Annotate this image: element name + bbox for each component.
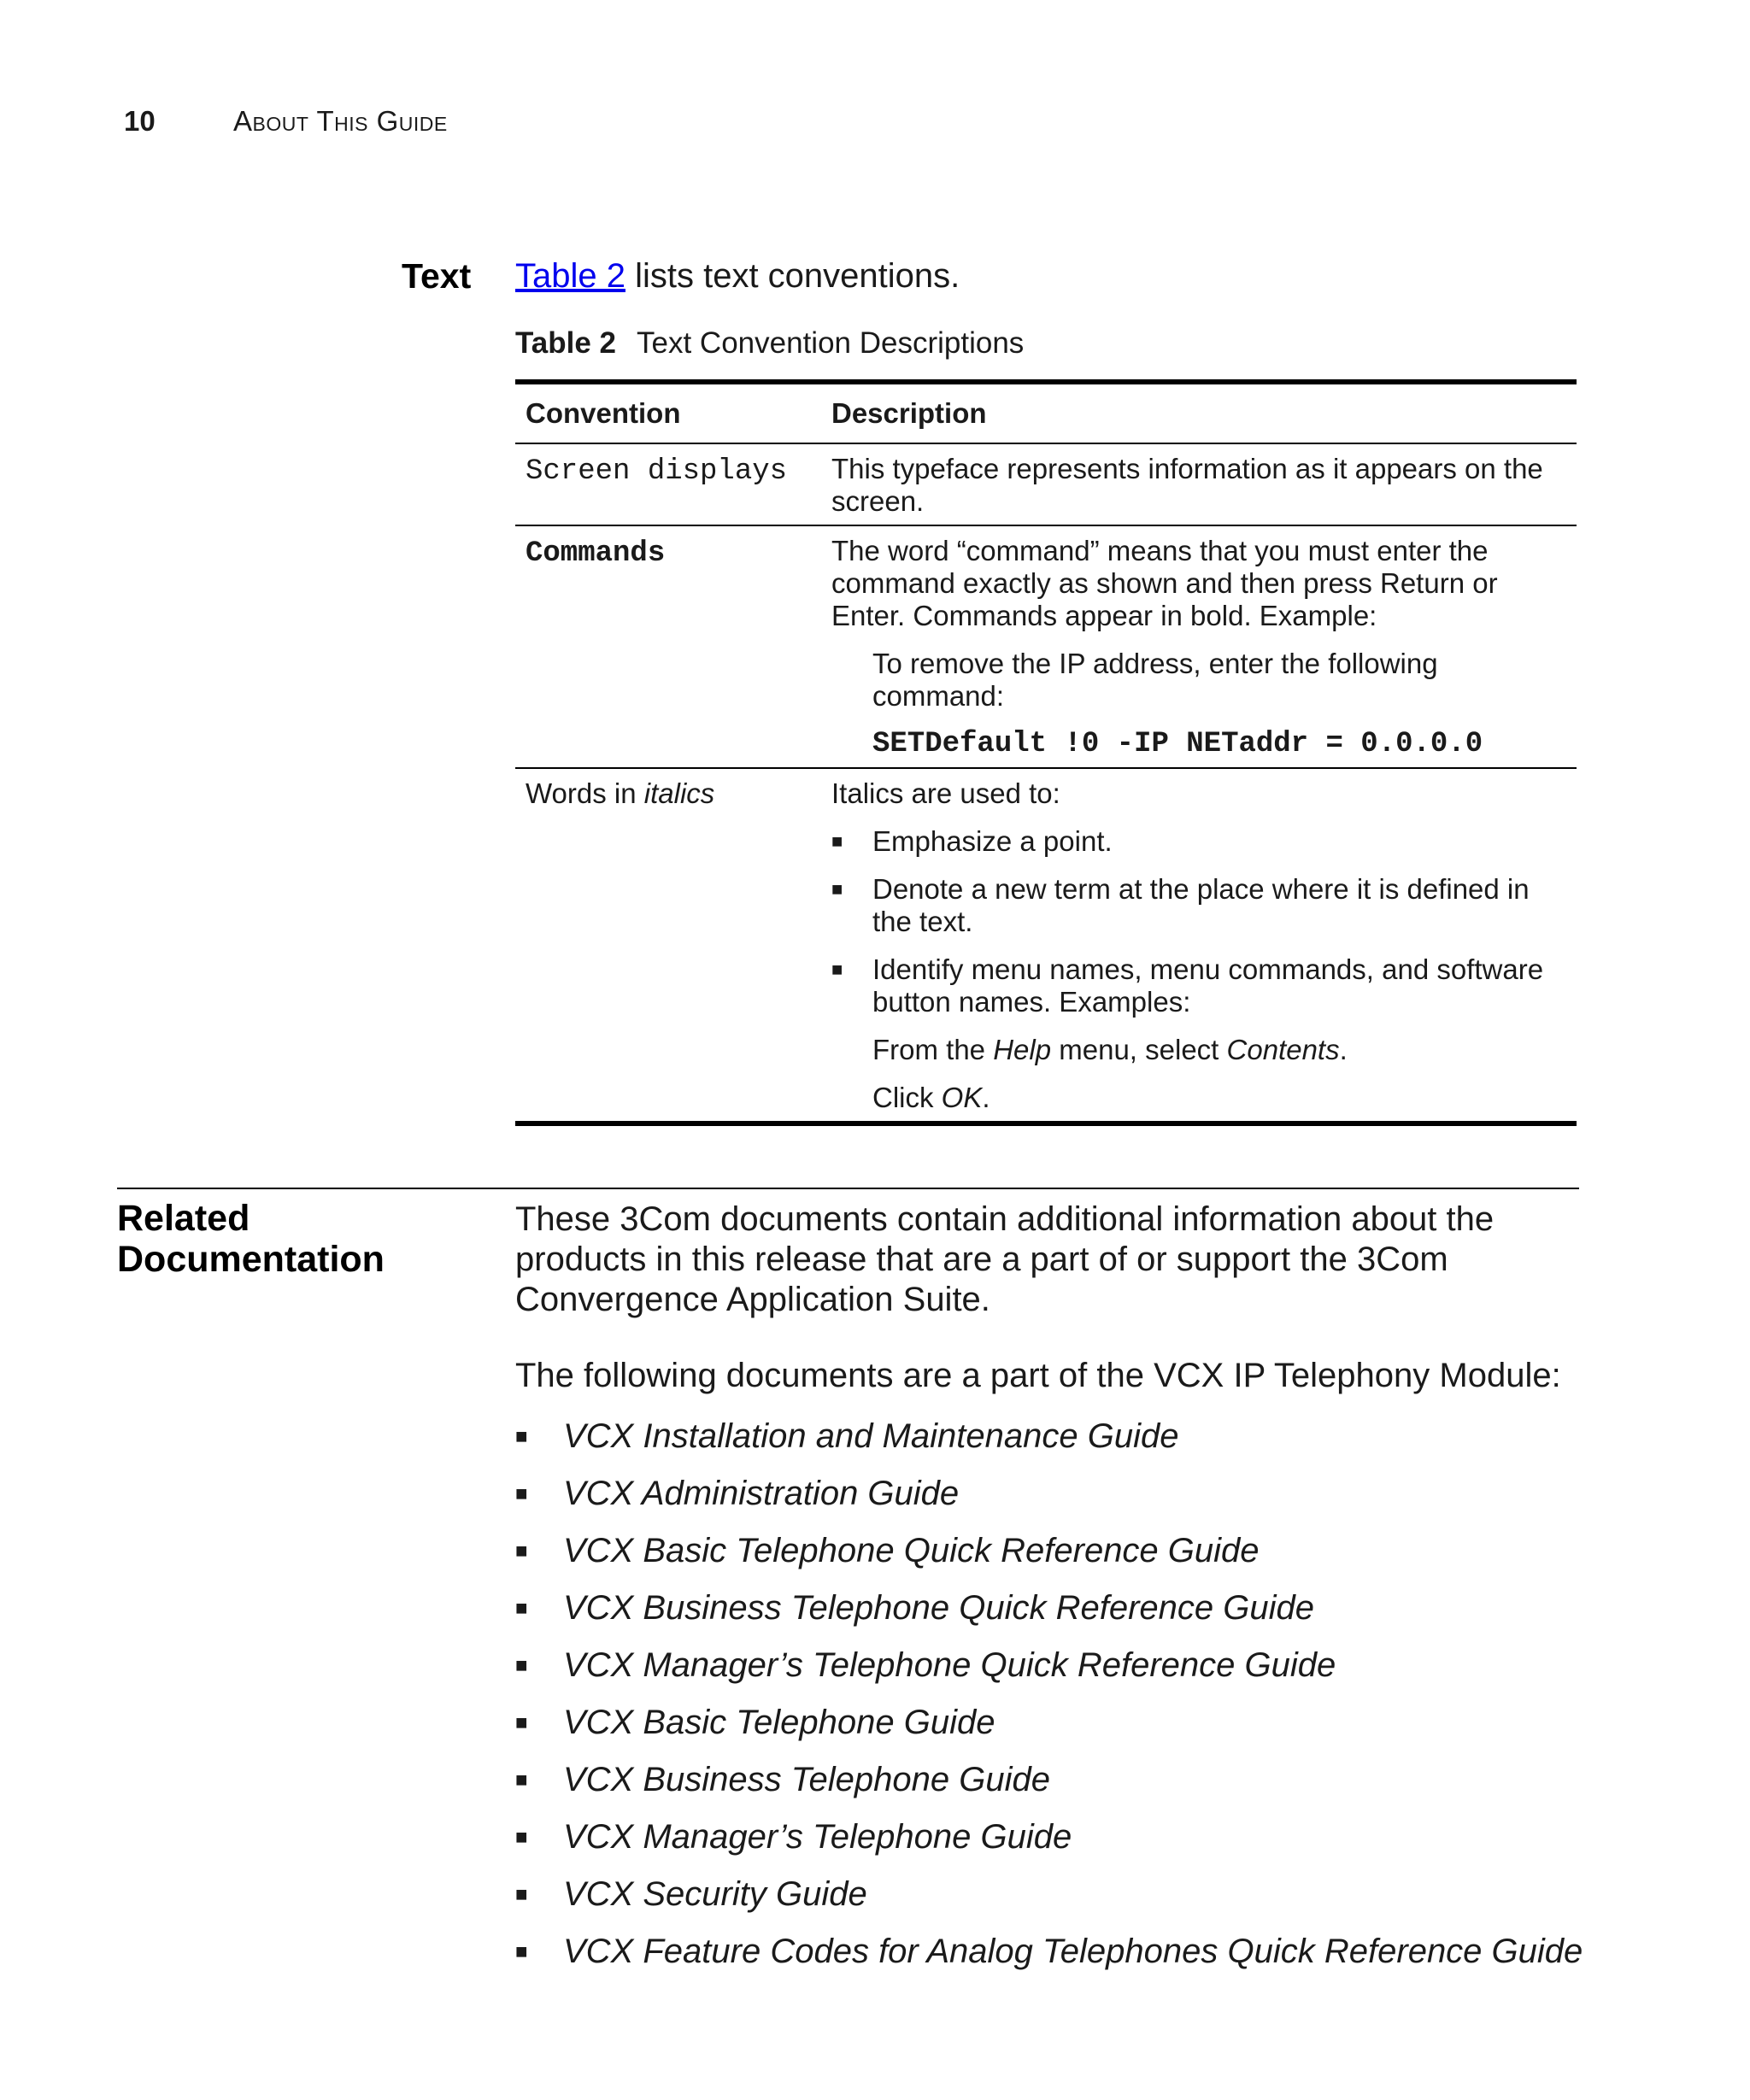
document-title: VCX Manager’s Telephone Guide <box>563 1818 1072 1856</box>
document-title: VCX Business Telephone Quick Reference Guide <box>563 1589 1315 1627</box>
bullet-icon: ■ <box>831 959 843 980</box>
convention-cell <box>515 769 831 1121</box>
list-item <box>515 1465 1583 1522</box>
convention-italics: italics <box>643 777 715 809</box>
example-text: Click <box>872 1082 942 1113</box>
section-divider <box>117 1188 1579 1189</box>
table-header-row <box>515 384 1577 443</box>
bullet-icon: ■ <box>831 878 843 900</box>
document-title: VCX Basic Telephone Guide <box>563 1704 995 1741</box>
bullet-icon: ■ <box>515 1768 528 1792</box>
table-caption-label: Table 2 <box>515 326 617 360</box>
bullet-icon: ■ <box>831 830 843 852</box>
convention-commands: Commands <box>526 537 666 570</box>
description-cell <box>831 769 1577 1121</box>
table-caption <box>515 325 1024 362</box>
bullet-text: Emphasize a point. <box>872 825 1113 857</box>
intro-text: lists text conventions. <box>625 257 960 295</box>
bullet-icon: ■ <box>515 1939 528 1963</box>
list-item <box>515 1866 1583 1923</box>
table-row <box>515 525 1577 767</box>
example-text: To remove the IP address, enter the following command: <box>872 648 1438 712</box>
list-item <box>515 1580 1583 1637</box>
example-command: SETDefault !0 -IP NETaddr = 0.0.0.0 <box>872 728 1483 760</box>
bullet-icon: ■ <box>515 1481 528 1505</box>
text-convention-table <box>515 379 1577 1126</box>
list-item <box>831 825 1570 858</box>
bullet-icon: ■ <box>515 1424 528 1448</box>
related-intro-paragraph: These 3Com documents contain additional information about the products in this release that are a part of or support the 3Com Convergence Application Suite. <box>515 1200 1495 1318</box>
list-item <box>515 1923 1583 1980</box>
bullet-text: Denote a new term at the place where it is defined in the text. <box>872 873 1530 937</box>
list-item <box>515 1637 1583 1694</box>
document-title: VCX Security Guide <box>563 1875 867 1913</box>
document-title: VCX Manager’s Telephone Quick Reference Guide <box>563 1646 1336 1684</box>
page-number: 10 <box>124 105 156 137</box>
bullet-icon: ■ <box>515 1539 528 1563</box>
list-item <box>515 1751 1583 1809</box>
list-item <box>831 953 1570 1018</box>
related-documentation-heading <box>117 1198 385 1280</box>
example-button-name: OK <box>941 1082 983 1113</box>
example-text: From the <box>872 1034 994 1065</box>
list-item <box>515 1522 1583 1580</box>
description-text: The word “command” means that you must enter the command exactly as shown and then press Return or Enter. Commands appear in bold. Example: <box>831 535 1498 631</box>
document-title: VCX Installation and Maintenance Guide <box>563 1417 1179 1455</box>
bullet-icon: ■ <box>515 1882 528 1906</box>
list-item <box>831 873 1570 938</box>
heading-line: Related <box>117 1198 250 1239</box>
column-header-convention: Convention <box>526 397 681 429</box>
document-title: VCX Business Telephone Guide <box>563 1761 1050 1798</box>
document-title: VCX Administration Guide <box>563 1475 960 1512</box>
table-row <box>515 443 1577 525</box>
description-cell <box>831 444 1577 525</box>
italics-example-2 <box>831 1082 1570 1114</box>
list-item <box>515 1694 1583 1751</box>
bullet-icon: ■ <box>515 1710 528 1734</box>
convention-cell <box>515 526 831 767</box>
description-text: This typeface represents information as it appears on the screen. <box>831 453 1543 517</box>
list-item <box>515 1809 1583 1866</box>
document-title: VCX Feature Codes for Analog Telephones Quick Reference Guide <box>563 1933 1583 1970</box>
example-menu-command: Contents <box>1226 1034 1340 1065</box>
bullet-icon: ■ <box>515 1596 528 1620</box>
table-row <box>515 767 1577 1121</box>
convention-screen-displays: Screen displays <box>526 455 788 488</box>
example-text: . <box>1339 1034 1348 1065</box>
bullet-icon: ■ <box>515 1653 528 1677</box>
related-documentation-body <box>515 1200 1583 1980</box>
convention-words-prefix: Words in <box>526 777 644 809</box>
italics-example-1 <box>831 1034 1570 1066</box>
example-text: menu, select <box>1051 1034 1227 1065</box>
convention-cell <box>515 444 831 525</box>
column-header-description: Description <box>831 397 987 429</box>
running-header <box>124 104 448 138</box>
header-title: About This Guide <box>233 105 448 137</box>
table-2-link[interactable]: Table 2 <box>515 257 625 295</box>
text-intro <box>515 255 960 297</box>
description-text: Italics are used to: <box>831 777 1060 809</box>
description-cell <box>831 526 1577 767</box>
text-section-heading: Text <box>402 256 472 296</box>
bullet-icon: ■ <box>515 1825 528 1849</box>
document-list <box>515 1408 1583 1980</box>
example-text: . <box>982 1082 990 1113</box>
related-list-intro: The following documents are a part of the VCX IP Telephony Module: <box>515 1357 1561 1394</box>
example-menu-name: Help <box>993 1034 1052 1065</box>
heading-line: Documentation <box>117 1239 385 1280</box>
document-title: VCX Basic Telephone Quick Reference Guide <box>563 1532 1260 1569</box>
bullet-text: Identify menu names, menu commands, and software button names. Examples: <box>872 953 1544 1018</box>
list-item <box>515 1408 1583 1465</box>
table-caption-text: Text Convention Descriptions <box>637 326 1025 360</box>
